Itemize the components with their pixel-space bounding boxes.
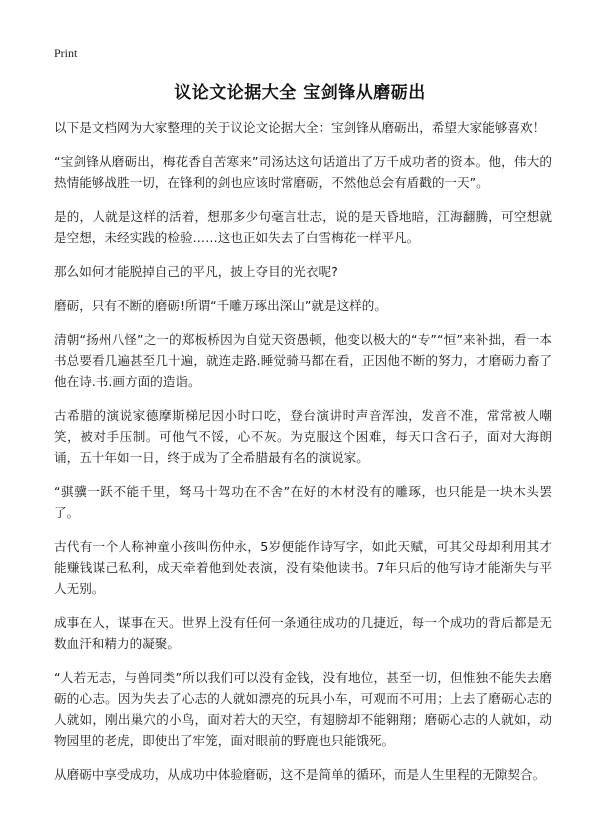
paragraph: 是的，人就是这样的活着，想那多少句毫言壮志，说的是天昏地暗，江海翻腾，可空想就是空想，未经实践的检验……这也正如失去了白雪梅花一样平凡。 (54, 209, 552, 245)
paragraph: 成事在人，谋事在天。世界上没有任何一条通往成功的几捷近，每一个成功的背后都是无数血汗和精力的凝聚。 (54, 615, 552, 651)
paragraph: 磨砺，只有不断的磨砺!所谓“千雕万琢出深山”就是这样的。 (54, 298, 387, 313)
paragraph: “骐骥一跃不能千里，驽马十驾功在不舍”在好的木材没有的雕琢，也只能是一块木头罢了。 (54, 484, 552, 520)
article-body (54, 117, 552, 798)
paragraph: “人若无志，与兽同类”所以我们可以没有金钱，没有地位，甚至一切，但惟独不能失去磨砺的心志。因为失去了心志的人就如漂亮的玩具小车，可观而不可用；上去了磨砺心志的人就如，刚出巢穴的小鸟，面对若大的天空，有翅膀却不能翱翔；磨砺心志的人就如，动物园里的老虎，即使出了牢笼，面对眼前的野鹿也只能饿死。 (54, 670, 552, 748)
paragraph: “宝剑锋从磨砺出，梅花香自苦寒来”司汤达这句话道出了万千成功者的资本。他，伟大的热情能够战胜一切，在锋利的剑也应该时常磨砺，不然他总会有盾戳的一天”。 (54, 154, 552, 190)
paragraph: 清朝“扬州八怪”之一的郑板桥因为自觉天资愚顿，他变以极大的“专”“恒”来补拙，看一本书总要看几遍甚至几十遍，就连走路.睡觉骑马都在看，正因他不断的努力，才磨砺力畜了他在诗.书.画方面的造诣。 (54, 332, 552, 389)
paragraph: 以下是文档网为大家整理的关于议论文论据大全：宝剑锋从磨砺出，希望大家能够喜欢！ (54, 120, 546, 135)
paragraph: 那么如何才能脱掉自己的平凡，披上夺目的光衣呢? (54, 264, 338, 279)
paragraph: 从磨砺中享受成功，从成功中体验磨砺，这不是简单的循环，而是人生里程的无隙契合。 (54, 767, 546, 782)
print-link[interactable]: Print (54, 46, 78, 60)
paragraph: 古代有一个人称神童小孩叫伤仲永，5岁便能作诗写字，如此天赋，可其父母却利用其才能赚钱谋己私利，成天牵着他到处表演，没有染他读书。7年只后的他写诗才能渐失与平人无别。 (54, 539, 552, 596)
page-title: 议论文论据大全 宝剑锋从磨砺出 (174, 83, 426, 103)
paragraph: 古希腊的演说家德摩斯梯尼因小时口吃，登台演讲时声音浑浊，发音不准，常常被人嘲笑，被对手压制。可他气不馁，心不灰。为克服这个困难，每天口含石子，面对大海朗诵，五十年如一日，终于成为了全希腊最有名的演说家。 (54, 408, 552, 465)
